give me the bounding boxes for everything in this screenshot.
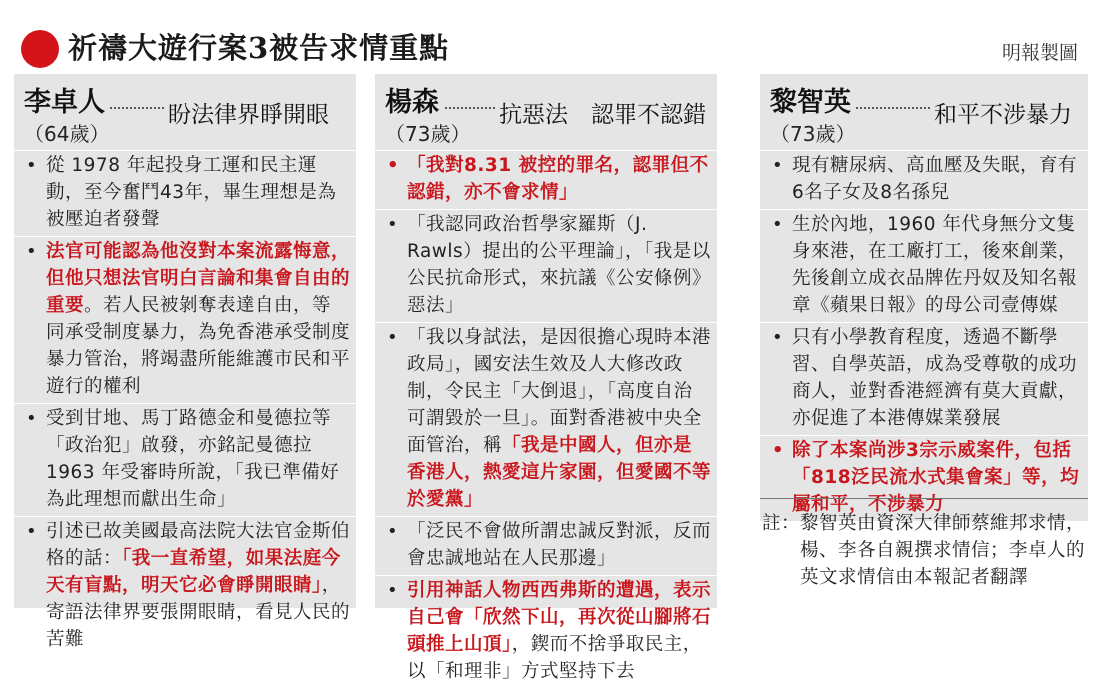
plea-point	[14, 150, 356, 236]
defendant-age: （64歲）	[24, 122, 110, 146]
column-jimmy-lai	[760, 74, 1088, 608]
highlighted-text: 「我是中國人，但亦是香港人，熱愛這片家園，但愛國不等於愛黨」	[407, 435, 712, 510]
highlighted-text: 除了本案尚涉3宗示威案件，包括「818泛民流水式集會案」等，均屬和平，不涉暴力	[792, 440, 1080, 515]
point-text: 生於內地，1960 年代身無分文隻身來港，在工廠打工，後來創業，先後創立成衣品牌佐丹奴及知名報章《蘋果日報》的母公司壹傳媒	[792, 214, 1078, 316]
column-header	[760, 74, 1088, 150]
point-text: ，鍥而不捨爭取民主，以「和理非」方式堅持下去	[407, 634, 702, 682]
column-header	[14, 74, 356, 150]
point-text: 「我認同政治哲學家羅斯（J. Rawls）提出的公平理論」，「我是以公民抗命形式，來抗議《公安條例》惡法」	[407, 214, 712, 316]
highlighted-text: 法官可能認為他沒對本案流露悔意，但他只想法官明白言論和集會自由的重要	[46, 241, 351, 316]
point-text: 。若人民被剝奪表達自由，等同承受制度暴力，為免香港承受制度暴力管治，將竭盡所能維護市民和平遊行的權利	[46, 295, 351, 397]
plea-point	[375, 150, 717, 209]
highlighted-text: 「我對8.31 被控的罪名，認罪但不認錯，亦不會求情」	[407, 155, 709, 203]
defendant-slogan: 和平不涉暴力	[934, 102, 1072, 128]
point-text: 「我以身試法，是因很擔心現時本港政局」，國安法生效及人大修改政制，令民主「大倒退」，「高度自治可謂毀於一旦」。面對香港被中央全面管治，稱	[407, 327, 712, 456]
point-text: 從 1978 年起投身工運和民主運動，至今奮鬥43年，畢生理想是為被壓迫者發聲	[46, 155, 337, 230]
defendant-name: 黎智英	[770, 87, 851, 118]
defendant-age: （73歲）	[385, 122, 471, 146]
defendant-age: （73歲）	[770, 122, 856, 146]
highlighted-text: 「我一直希望，如果法庭今天有盲點，明天它必會睜開眼睛」	[46, 548, 341, 596]
plea-point	[14, 516, 356, 656]
plea-point	[375, 575, 717, 688]
graphic-credit: 明報製圖	[1001, 42, 1078, 64]
point-text: ，寄語法律界要張開眼睛，看見人民的苦難	[46, 575, 351, 650]
plea-point	[375, 322, 717, 516]
footnote	[760, 510, 1086, 591]
column-lee-cheuk-yan	[14, 74, 356, 650]
title-red-dot-icon	[21, 30, 59, 68]
defendant-name: 楊森	[385, 87, 439, 118]
point-text: 受到甘地、馬丁路德金和曼德拉等「政治犯」啟發，亦銘記曼德拉1963 年受審時所說，「我已準備好為此理想而獻出生命」	[46, 408, 340, 510]
defendant-slogan: 抗惡法 認罪不認錯	[499, 102, 706, 128]
plea-point	[760, 150, 1088, 209]
defendant-slogan: 盼法律界睜開眼	[168, 102, 329, 128]
point-text: 「泛民不會做所謂忠誠反對派，反而會忠誠地站在人民那邊」	[407, 521, 712, 569]
plea-points-list	[375, 150, 717, 688]
plea-point	[375, 516, 717, 575]
plea-point	[760, 209, 1088, 322]
highlighted-text: 引用神話人物西西弗斯的遭遇，表示自己會「欣然下山，再次從山腳將石頭推上山頂」	[407, 580, 712, 655]
plea-point	[14, 403, 356, 516]
column-header	[375, 74, 717, 150]
dotted-leader	[110, 107, 164, 109]
point-text: 現有糖尿病、高血壓及失眠，育有6名子女及8名孫兒	[792, 155, 1078, 203]
plea-points-list	[14, 150, 356, 656]
point-text: 引述已故美國最高法院大法官金斯伯格的話：	[46, 521, 351, 569]
point-text: 只有小學教育程度，透過不斷學習、自學英語，成為受尊敬的成功商人，並對香港經濟有莫大貢獻，亦促進了本港傳媒業發展	[792, 327, 1078, 429]
plea-point	[14, 236, 356, 403]
page-title: 祈禱大遊行案3被告求情重點	[68, 31, 450, 65]
plea-points-list	[760, 150, 1088, 521]
footnote-label: 註：	[762, 513, 801, 534]
column-yeung-sum	[375, 74, 717, 682]
plea-point	[375, 209, 717, 322]
dotted-leader	[856, 107, 930, 109]
plea-point	[760, 322, 1088, 435]
plea-point	[760, 435, 1088, 521]
dotted-leader	[445, 107, 495, 109]
defendant-name: 李卓人	[24, 87, 105, 118]
footnote-text: 黎智英由資深大律師蔡維邦求情，楊、李各自親撰求情信；李卓人的英文求情信由本報記者翻譯	[800, 513, 1086, 588]
note-divider	[760, 498, 1088, 499]
